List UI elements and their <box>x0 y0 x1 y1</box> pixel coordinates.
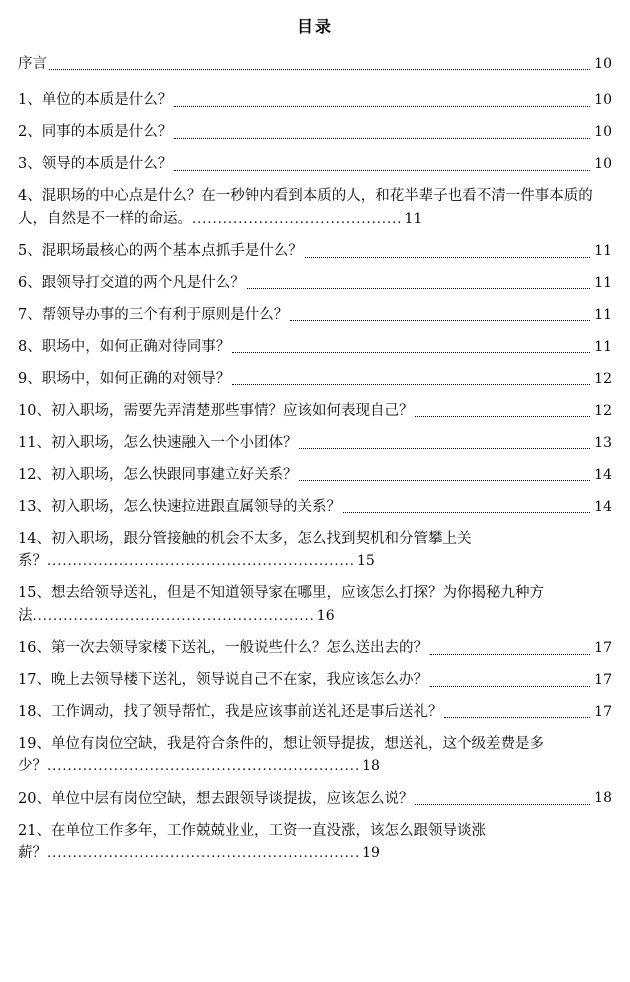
toc-entry-label: 3、领导的本质是什么？ <box>18 156 173 173</box>
toc-entry-page: 11 <box>594 274 612 291</box>
toc-entry[interactable] <box>18 820 612 865</box>
toc-leader-dots <box>247 287 590 289</box>
toc-entry[interactable] <box>18 53 612 75</box>
toc-entry-label: 序言 <box>18 56 47 72</box>
toc-entry[interactable] <box>18 496 612 518</box>
toc-entry[interactable] <box>18 669 612 691</box>
toc-entry-page: 12 <box>594 370 612 387</box>
page-title: 目录 <box>296 17 333 36</box>
toc-entry-label: 17、晚上去领导楼下送礼，领导说自己不在家，我应该怎么办？ <box>18 672 428 689</box>
toc-leader-dots: ......................................... <box>192 211 403 227</box>
toc-entry[interactable] <box>18 432 612 454</box>
toc-entry-page: 12 <box>594 402 612 419</box>
toc-entry-page: 11 <box>594 338 612 355</box>
toc-leader-dots <box>430 653 590 655</box>
toc-entry-page: 10 <box>594 124 612 141</box>
toc-entry[interactable] <box>18 272 612 294</box>
toc-entry-label: 15、想去给领导送礼，但是不知道领导家在哪里，应该怎么打探？为你揭秘九种方法 <box>18 585 544 624</box>
toc-entry-page: 18 <box>594 790 612 807</box>
toc-entry-label: 19、单位有岗位空缺，我是符合条件的，想让领导提拔，想送礼，这个级差费是多少？ <box>18 735 544 775</box>
toc-entry[interactable] <box>18 788 612 810</box>
toc-entry[interactable] <box>18 637 612 659</box>
toc-entry-page: 19 <box>362 845 380 862</box>
toc-leader-dots <box>305 256 590 258</box>
toc-entry-page: 10 <box>594 92 612 109</box>
toc-leader-dots <box>174 105 590 107</box>
toc-entry-page: 17 <box>594 639 612 656</box>
toc-entry-page: 14 <box>594 498 612 515</box>
toc-leader-dots: ............................................................. <box>47 846 361 862</box>
toc-leader-dots <box>232 383 590 385</box>
toc-entry[interactable] <box>18 89 612 111</box>
toc-entry[interactable] <box>18 701 612 723</box>
toc-leader-dots <box>415 803 590 805</box>
toc-entry-page: 16 <box>316 607 335 624</box>
toc-leader-dots <box>299 479 590 481</box>
toc-entry-label: 10、初入职场，需要先弄清楚那些事情？应该如何表现自己？ <box>18 402 414 419</box>
toc-entry[interactable] <box>18 733 612 778</box>
toc-entry-page: 11 <box>594 306 612 323</box>
toc-entry[interactable] <box>18 464 612 486</box>
toc-entry-label: 6、跟领导打交道的两个凡是什么？ <box>18 275 245 291</box>
toc-entry-label: 1、单位的本质是什么？ <box>18 92 173 109</box>
toc-entry-page: 17 <box>594 671 612 688</box>
toc-leader-dots <box>415 415 590 417</box>
toc-entry-label: 12、初入职场，怎么快跟同事建立好关系？ <box>18 466 298 483</box>
toc-leader-dots: ............................................................. <box>47 759 361 775</box>
toc-entry[interactable] <box>18 153 612 175</box>
toc-entry-label: 9、职场中，如何正确的对领导？ <box>18 370 231 387</box>
toc-entry-label: 8、职场中，如何正确对待同事？ <box>18 338 231 355</box>
toc-entry-page: 13 <box>594 434 612 451</box>
toc-entry[interactable] <box>18 185 612 230</box>
toc-leader-dots <box>343 511 590 513</box>
toc-entry-page: 10 <box>594 156 612 173</box>
toc-leader-dots <box>299 447 590 449</box>
toc-entry-label: 18、工作调动，找了领导帮忙，我是应该事前送礼还是事后送礼？ <box>18 704 443 720</box>
toc-entry-page: 14 <box>594 466 612 483</box>
toc-entry-page: 11 <box>404 210 423 227</box>
toc-entry-label: 4、混职场的中心点是什么？在一秒钟内看到本质的人，和花半辈子也看不清一件事本质的人，自然是不一样的命运。 <box>18 188 593 227</box>
toc-leader-dots: ....................................................... <box>32 608 315 624</box>
toc-entry-page: 10 <box>594 55 612 72</box>
toc-entry[interactable] <box>18 528 612 573</box>
toc-leader-dots <box>49 68 590 70</box>
toc-entry-label: 20、单位中层有岗位空缺，想去跟领导谈提拔，应该怎么说？ <box>18 790 414 807</box>
toc-leader-dots <box>174 169 590 171</box>
toc-leader-dots <box>444 716 590 718</box>
toc-entry-label: 21、在单位工作多年，工作兢兢业业，工资一直没涨，该怎么跟领导谈涨薪？ <box>18 822 486 862</box>
toc-leader-dots <box>174 137 590 139</box>
toc-entry[interactable] <box>18 336 612 358</box>
toc-leader-dots <box>290 319 590 321</box>
toc-entry-label: 14、初入职场，跟分管接触的机会不太多，怎么找到契机和分管攀上关系？ <box>18 530 472 570</box>
toc-entry-label: 11、初入职场，怎么快速融入一个小团体？ <box>18 434 298 451</box>
toc-entry-page: 18 <box>362 758 380 775</box>
toc-entry-label: 16、第一次去领导家楼下送礼，一般说些什么？怎么送出去的？ <box>18 640 428 657</box>
toc-entry[interactable] <box>18 400 612 422</box>
toc-entry-page: 11 <box>594 242 612 259</box>
toc-entry-page: 15 <box>356 553 375 570</box>
toc-leader-dots <box>232 351 590 353</box>
toc-entry-label: 2、同事的本质是什么？ <box>18 124 173 141</box>
toc-entry[interactable] <box>18 304 612 326</box>
toc-entry-label: 13、初入职场，怎么快速拉进跟直属领导的关系？ <box>18 498 341 515</box>
toc-entry[interactable] <box>18 240 612 262</box>
toc-entry[interactable] <box>18 121 612 143</box>
toc-leader-dots: ............................................................ <box>47 554 355 570</box>
toc-entry-label: 7、帮领导办事的三个有利于原则是什么？ <box>18 306 289 323</box>
toc-entry[interactable] <box>18 582 612 627</box>
toc-entry[interactable] <box>18 368 612 390</box>
table-of-contents <box>18 53 612 865</box>
toc-leader-dots <box>430 685 590 687</box>
toc-entry-page: 17 <box>594 703 612 720</box>
toc-entry-label: 5、混职场最核心的两个基本点抓手是什么？ <box>18 243 303 260</box>
